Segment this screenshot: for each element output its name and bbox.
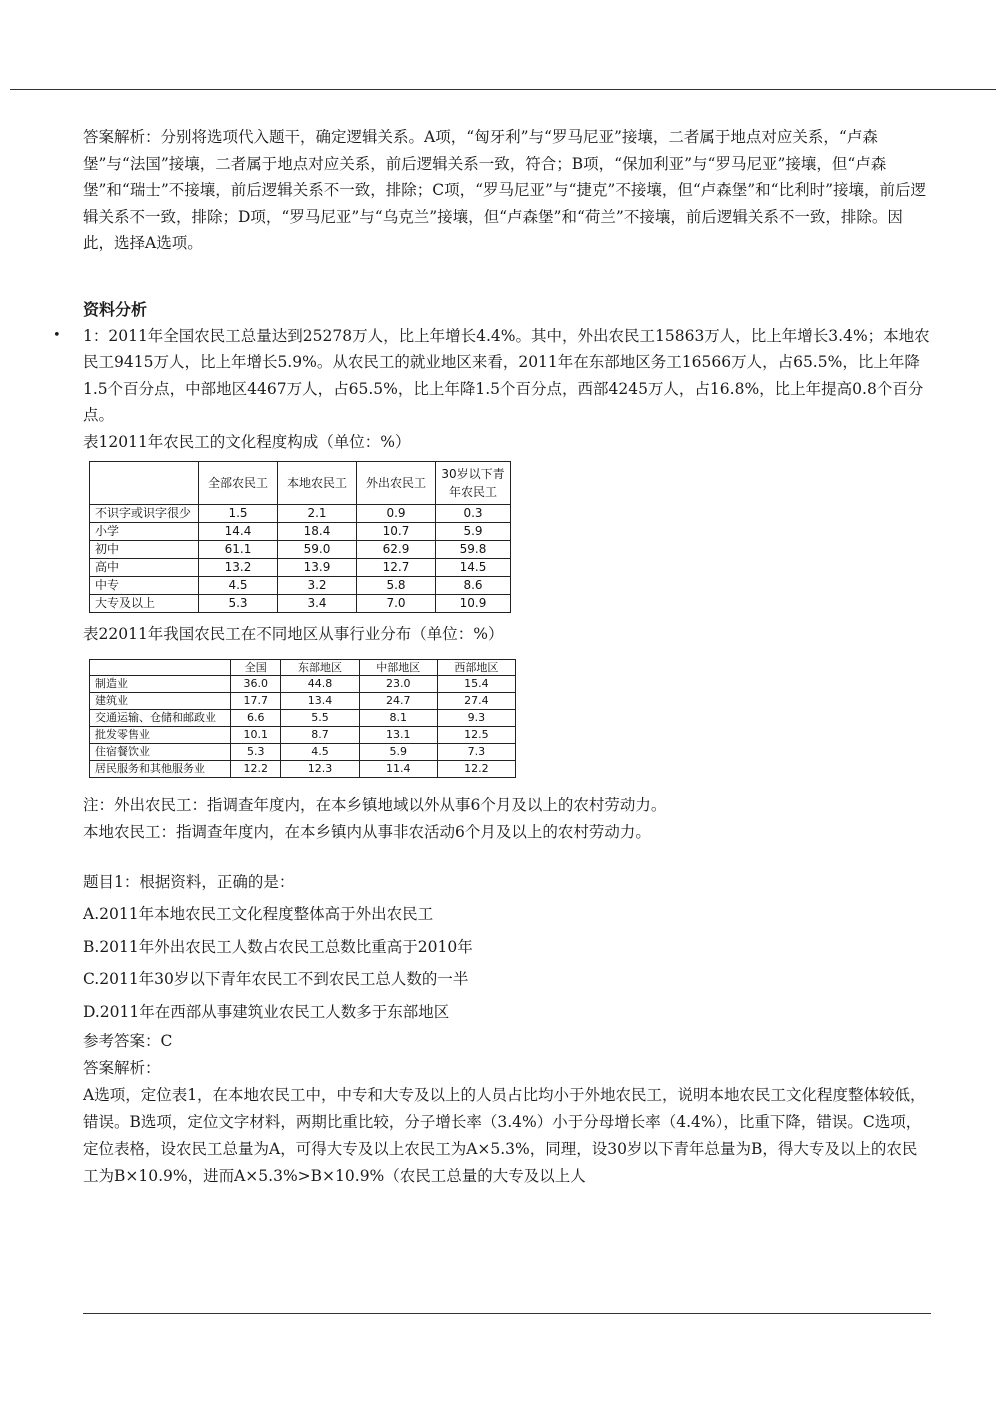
table-cell: 8.6 — [436, 576, 511, 594]
table-header-cell: 全部农民工 — [199, 461, 278, 504]
table-cell: 12.2 — [437, 760, 515, 777]
table-header-cell — [90, 659, 231, 675]
table-cell: 6.6 — [231, 709, 281, 726]
table-cell: 0.3 — [436, 504, 511, 522]
table-row — [90, 522, 511, 540]
table-cell: 61.1 — [199, 540, 278, 558]
table-cell: 12.7 — [357, 558, 436, 576]
option-d: D.2011年在西部从事建筑业农民工人数多于东部地区 — [83, 1002, 450, 1021]
table-row — [90, 692, 516, 709]
table-row — [90, 558, 511, 576]
bullet-icon: • — [53, 327, 61, 343]
table-cell: 44.8 — [281, 675, 359, 692]
table-header-cell — [90, 461, 199, 504]
table-cell: 59.0 — [278, 540, 357, 558]
table-cell: 5.3 — [231, 743, 281, 760]
table-row — [90, 594, 511, 612]
table-cell: 24.7 — [359, 692, 437, 709]
table-cell: 15.4 — [437, 675, 515, 692]
table-cell: 11.4 — [359, 760, 437, 777]
table-row — [90, 504, 511, 522]
table-cell: 8.7 — [281, 726, 359, 743]
table-cell: 13.4 — [281, 692, 359, 709]
table-cell: 14.5 — [436, 558, 511, 576]
table-row — [90, 576, 511, 594]
material-text: 1：2011年全国农民工总量达到25278万人，比上年增长4.4%。其中，外出农民工15863万人，比上年增长3.4%；本地农民工9415万人，比上年增长5.9%。从农民工的就业地区来看，2011年在东部地区务工16566万人，占65.5%，比上年降1.5个百分点，中部地区4467万人，占65.5%，比上年降1.5个百分点，西部4245万人，占16.8%，比上年提高0.8个百分点。 — [83, 326, 930, 424]
material-item — [53, 323, 931, 1191]
table-cell: 5.8 — [357, 576, 436, 594]
table-cell: 5.3 — [199, 594, 278, 612]
table-header-cell: 全国 — [231, 659, 281, 675]
section-heading: 资料分析 — [83, 299, 148, 319]
row-label: 不识字或识字很少 — [90, 504, 199, 522]
row-label: 批发零售业 — [90, 726, 231, 743]
row-label: 住宿餐饮业 — [90, 743, 231, 760]
table-header-row — [90, 461, 511, 504]
table-header-cell: 外出农民工 — [357, 461, 436, 504]
page-content — [53, 124, 931, 1190]
table-cell: 10.1 — [231, 726, 281, 743]
bottom-rule — [83, 1313, 931, 1314]
question-stem: 题目1：根据资料，正确的是： — [83, 872, 295, 891]
table-cell: 62.9 — [357, 540, 436, 558]
table-cell: 13.1 — [359, 726, 437, 743]
table-cell: 13.2 — [199, 558, 278, 576]
table-header-row — [90, 659, 516, 675]
table-row — [90, 743, 516, 760]
row-label: 交通运输、仓储和邮政业 — [90, 709, 231, 726]
table-cell: 36.0 — [231, 675, 281, 692]
education-table — [89, 461, 511, 613]
table1-caption: 表12011年农民工的文化程度构成（单位：%） — [83, 432, 411, 451]
table-cell: 27.4 — [437, 692, 515, 709]
table-cell: 2.1 — [278, 504, 357, 522]
table-row — [90, 709, 516, 726]
previous-answer-analysis: 答案解析：分别将选项代入题干，确定逻辑关系。A项，“匈牙利”与“罗马尼亚”接壤，二者属于地点对应关系，“卢森堡”与“法国”接壤，二者属于地点对应关系，前后逻辑关系一致，符合；B项，“保加利亚”与“罗马尼亚”接壤，但“卢森堡”和“瑞士”不接壤，前后逻辑关系不一致，排除；C项，“罗马尼亚”与“捷克”不接壤，但“卢森堡”和“比利时”接壤，前后逻辑关系不一致，排除；D项，“罗马尼亚”与“乌克兰”接壤，但“卢森堡”和“荷兰”不接壤，前后逻辑关系不一致，排除。因此，选择A选项。 — [83, 128, 927, 252]
table-cell: 10.9 — [436, 594, 511, 612]
table-cell: 12.5 — [437, 726, 515, 743]
table-cell: 23.0 — [359, 675, 437, 692]
table-row — [90, 726, 516, 743]
table-cell: 10.7 — [357, 522, 436, 540]
table-header-cell: 本地农民工 — [278, 461, 357, 504]
row-label: 初中 — [90, 540, 199, 558]
table-cell: 13.9 — [278, 558, 357, 576]
table-cell: 3.4 — [278, 594, 357, 612]
table-cell: 5.9 — [436, 522, 511, 540]
option-a: A.2011年本地农民工文化程度整体高于外出农民工 — [83, 905, 434, 923]
reference-answer: 参考答案：C — [83, 1032, 173, 1050]
table-header-cell: 中部地区 — [359, 659, 437, 675]
table-row — [90, 675, 516, 692]
option-c: C.2011年30岁以下青年农民工不到农民工总人数的一半 — [83, 970, 469, 988]
table-cell: 3.2 — [278, 576, 357, 594]
table-row — [90, 760, 516, 777]
top-rule — [10, 89, 996, 90]
note-outgoing-workers: 注：外出农民工：指调查年度内，在本乡镇地域以外从事6个月及以上的农村劳动力。 — [83, 795, 667, 814]
industry-table — [89, 659, 516, 778]
row-label: 制造业 — [90, 675, 231, 692]
note-local-workers: 本地农民工：指调查年度内，在本乡镇内从事非农活动6个月及以上的农村劳动力。 — [83, 822, 651, 841]
row-label: 小学 — [90, 522, 199, 540]
option-b: B.2011年外出农民工人数占农民工总数比重高于2010年 — [83, 937, 473, 956]
table-cell: 9.3 — [437, 709, 515, 726]
row-label: 高中 — [90, 558, 199, 576]
table-header-cell: 30岁以下青年农民工 — [436, 461, 511, 504]
table-cell: 59.8 — [436, 540, 511, 558]
analysis-label: 答案解析： — [83, 1059, 161, 1077]
table-cell: 7.0 — [357, 594, 436, 612]
table-header-cell: 西部地区 — [437, 659, 515, 675]
row-label: 居民服务和其他服务业 — [90, 760, 231, 777]
table-cell: 5.5 — [281, 709, 359, 726]
table-cell: 1.5 — [199, 504, 278, 522]
table-cell: 7.3 — [437, 743, 515, 760]
table-cell: 0.9 — [357, 504, 436, 522]
row-label: 建筑业 — [90, 692, 231, 709]
table-cell: 12.2 — [231, 760, 281, 777]
row-label: 中专 — [90, 576, 199, 594]
table-cell: 18.4 — [278, 522, 357, 540]
table-cell: 14.4 — [199, 522, 278, 540]
table-header-cell: 东部地区 — [281, 659, 359, 675]
row-label: 大专及以上 — [90, 594, 199, 612]
table-cell: 4.5 — [199, 576, 278, 594]
table-cell: 4.5 — [281, 743, 359, 760]
table-row — [90, 540, 511, 558]
table-cell: 12.3 — [281, 760, 359, 777]
analysis-text: A选项，定位表1，在本地农民工中，中专和大专及以上的人员占比均小于外地农民工，说明本地农民工文化程度整体较低，错误。B选项，定位文字材料，两期比重比较，分子增长率（3.4%）小于分母增长率（4.4%），比重下降，错误。C选项，定位表格，设农民工总量为A，可得大专及以上农民工为A×5.3%，同理，设30岁以下青年总量为B，得大专及以上的农民工为B×10.9%，进而A×5.3%>B×10.9%（农民工总量的大专及以上人 — [83, 1086, 926, 1185]
table2-caption: 表22011年我国农民工在不同地区从事行业分布（单位：%） — [83, 624, 504, 643]
table-cell: 5.9 — [359, 743, 437, 760]
table-cell: 8.1 — [359, 709, 437, 726]
table-cell: 17.7 — [231, 692, 281, 709]
